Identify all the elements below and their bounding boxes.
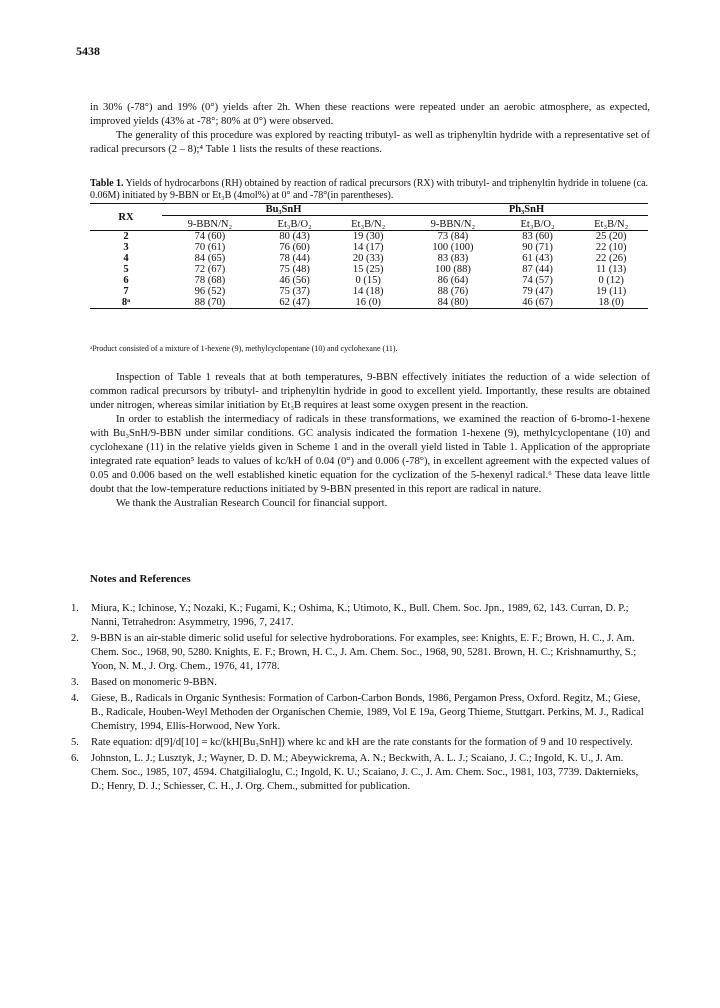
reference-item (71, 752, 650, 794)
table-cell: 25 (20) (595, 231, 627, 242)
reference-list (71, 602, 650, 796)
table-cell: 83 (83) (437, 253, 469, 264)
rx-cell: 8ᵃ (90, 297, 162, 309)
table-cell: 19 (11) (596, 286, 627, 297)
intro-paragraph-2: The generality of this procedure was explored by reacting tributyl- as well as triphenyltin hydride with a representative set of radical precursors (2 – 8);⁴ Table 1 lists the results of these reactions. (90, 130, 650, 155)
table-row (90, 275, 648, 286)
rx-cell: 7 (123, 286, 129, 297)
table-cell: 22 (26) (595, 253, 627, 264)
column-header: Et₃B/N₂ (331, 216, 405, 231)
reference-text: Based on monomeric 9-BBN. (91, 677, 217, 688)
rx-cell: 6 (123, 275, 129, 286)
column-header: Et₃B/O₂ (501, 216, 575, 231)
discussion-paragraph-1: Inspection of Table 1 reveals that at both temperatures, 9-BBN effectively initiates the reduction of a wide selection of common radical precursors by tributyl- and triphenyltin hydride in good to excellent yield. Importantly, these results are obtained under nitrogen, whereas similar initiation by Et₃B requires at least some oxygen present in the reaction. (90, 372, 650, 411)
table-cell: 61 (43) (522, 253, 553, 264)
column-header: 9-BBN/N₂ (162, 216, 258, 231)
table-cell: 84 (80) (405, 297, 501, 309)
table-cell: 79 (47) (522, 286, 553, 297)
table-cell: 96 (52) (194, 286, 226, 297)
reference-number: 6. (71, 753, 79, 764)
table-cell: 16 (0) (331, 297, 405, 309)
reference-text: Rate equation: d[9]/d[10] = kc/(kH[Bu₃SnH]) where kc and kH are the rate constants for the formation of 9 and 10 respectively. (91, 737, 633, 748)
reference-number: 2. (71, 633, 79, 644)
page-number: 5438 (76, 44, 100, 58)
rx-cell: 4 (123, 253, 129, 264)
table-cell: 78 (68) (194, 275, 226, 286)
table-group-header-row (90, 204, 648, 216)
table-cell: 76 (60) (279, 242, 310, 253)
table-row (90, 264, 648, 275)
reference-text: Giese, B., Radicals in Organic Synthesis: Formation of Carbon-Carbon Bonds, 1986, Pergamon Press, Oxford. Regitz, M.; Giese, B., Radicale, Houben-Weyl Methoden der Organischen Chemie, 1989, Vol E 19a, Georg Thieme, Stuttgart. Perkins, M. J., Radical Chemistry, 1994, Ellis-Horwood, New York. (91, 693, 644, 732)
table-row (90, 231, 648, 243)
table-cell: 46 (67) (501, 297, 575, 309)
table-cell: 0 (12) (598, 275, 624, 286)
reference-text: Johnston, L. J.; Lusztyk, J.; Wayner, D. D. M.; Abeywickrema, A. N.; Beckwith, A. L. J.; Scaiano, J. C.; Ingold, K. U., J. Am. Chem. Soc., 1985, 107, 4594. Chatgilialoglu, C.; Ingold, K. U.; Scaiano, J. C., J. Am. Chem. Soc., 1981, 103, 7739. Dakternieks, D.; Henry, D. J.; Schiesser, C. H., J. Org. Chem., submitted for publication. (91, 753, 639, 792)
table-row (90, 297, 648, 309)
column-header: Et₃B/N₂ (574, 216, 648, 231)
reference-number: 4. (71, 693, 79, 704)
intro-text (90, 101, 650, 157)
table-cell: 84 (65) (194, 253, 226, 264)
reference-item (71, 692, 650, 734)
table-cell: 20 (33) (352, 253, 384, 264)
table-column-header-row (90, 216, 648, 231)
table-cell: 75 (48) (279, 264, 310, 275)
column-header: Et₃B/O₂ (258, 216, 332, 231)
discussion-text (90, 371, 650, 511)
reference-item (71, 736, 650, 750)
rx-cell: 3 (123, 242, 129, 253)
reference-number: 1. (71, 603, 79, 614)
table-cell: 0 (15) (355, 275, 381, 286)
table-row (90, 253, 648, 264)
table-cell: 18 (0) (574, 297, 648, 309)
rx-header: RX (90, 204, 162, 231)
table-cell: 100 (100) (432, 242, 474, 253)
table-cell: 62 (47) (258, 297, 332, 309)
table-cell: 15 (25) (352, 264, 384, 275)
reference-text: Miura, K.; Ichinose, Y.; Nozaki, K.; Fugami, K.; Oshima, K.; Utimoto, K., Bull. Chem. Soc. Jpn., 1989, 62, 143. Curran, D. P.; Nanni, Tetrahedron: Asymmetry, 1996, 7, 2417. (91, 603, 629, 628)
column-header: 9-BBN/N₂ (405, 216, 501, 231)
table-cell: 70 (61) (194, 242, 226, 253)
table-cell: 14 (17) (352, 242, 384, 253)
reference-number: 5. (71, 737, 79, 748)
table-cell: 87 (44) (522, 264, 553, 275)
intro-paragraph-1: in 30% (-78°) and 19% (0°) yields after 2h. When these reactions were repeated under an aerobic atmosphere, as expected, improved yields (43% at -78°; 80% at 0°) were observed. (90, 102, 650, 127)
table-footnote: ᵃProduct consisted of a mixture of 1-hexene (9), methylcyclopentane (10) and cyclohexane (11). (90, 344, 398, 353)
table-cell: 88 (76) (437, 286, 469, 297)
group-header-ph3snh: Ph₃SnH (405, 204, 648, 216)
rx-cell: 2 (123, 231, 129, 242)
table-cell: 19 (30) (352, 231, 384, 242)
table-cell: 83 (60) (522, 231, 553, 242)
table-label: Table 1. (90, 178, 124, 189)
group-header-bu3snh: Bu₃SnH (162, 204, 405, 216)
discussion-paragraph-2: In order to establish the intermediacy of radicals in these transformations, we examined the reaction of 6-bromo-1-hexene with Bu₃SnH/9-BBN under similar conditions. GC analysis indicated the formation 1-hexene (9), methylcyclopentane (10) and cyclohexane (11) in the relative yields given in Scheme 1 and in the overall yield listed in Table 1. Application of the appropriate integrated rate equation⁵ leads to values of kc/kH of 0.04 (0°) and 0.006 (-78°), in excellent agreement with the expected values of 0.05 and 0.006 based on the well established kinetic equation for the cyclization of the 5-hexenyl radical.⁶ These data leave little doubt that the low-temperature reductions initiated by 9-BBN presented in this report are radical in nature. (90, 414, 650, 495)
notes-heading: Notes and References (90, 573, 191, 585)
table-cell: 75 (37) (279, 286, 310, 297)
results-table (90, 203, 648, 309)
table-cell: 74 (60) (194, 231, 226, 242)
table-cell: 74 (57) (522, 275, 553, 286)
table-cell: 73 (84) (437, 231, 469, 242)
table-cell: 22 (10) (595, 242, 627, 253)
table-row (90, 286, 648, 297)
reference-text: 9-BBN is an air-stable dimeric solid useful for selective hydroborations. For examples, see: Knights, E. F.; Brown, H. C., J. Am. Chem. Soc., 1968, 90, 5280. Knights, E. F.; Brown, H. C., J. Am. Chem. Soc., 1968, 90, 5281. Brown, H. C.; Krishnamurthy, S.; Yoon, N. M., J. Org. Chem., 1976, 41, 1778. (91, 633, 637, 672)
table-caption-text: Yields of hydrocarbons (RH) obtained by reaction of radical precursors (RX) with tributyl- and triphenyltin hydride in toluene (ca. 0.06M) initiated by 9-BBN or Et₃B (4mol%) at 0° and -78°(in parentheses). (90, 178, 649, 201)
table-row (90, 242, 648, 253)
rx-cell: 5 (123, 264, 129, 275)
table-cell: 46 (56) (279, 275, 310, 286)
reference-item (71, 632, 650, 674)
table-cell: 80 (43) (279, 231, 310, 242)
table-cell: 100 (88) (434, 264, 471, 275)
reference-item (71, 602, 650, 630)
table-cell: 88 (70) (162, 297, 258, 309)
table-cell: 72 (67) (194, 264, 226, 275)
table-cell: 78 (44) (279, 253, 310, 264)
table-cell: 11 (13) (596, 264, 627, 275)
table-cell: 90 (71) (522, 242, 553, 253)
reference-item (71, 676, 650, 690)
table-cell: 86 (64) (437, 275, 469, 286)
acknowledgement: We thank the Australian Research Council for financial support. (116, 498, 388, 509)
reference-number: 3. (71, 677, 79, 688)
table-caption (90, 178, 650, 202)
table-cell: 14 (18) (352, 286, 384, 297)
